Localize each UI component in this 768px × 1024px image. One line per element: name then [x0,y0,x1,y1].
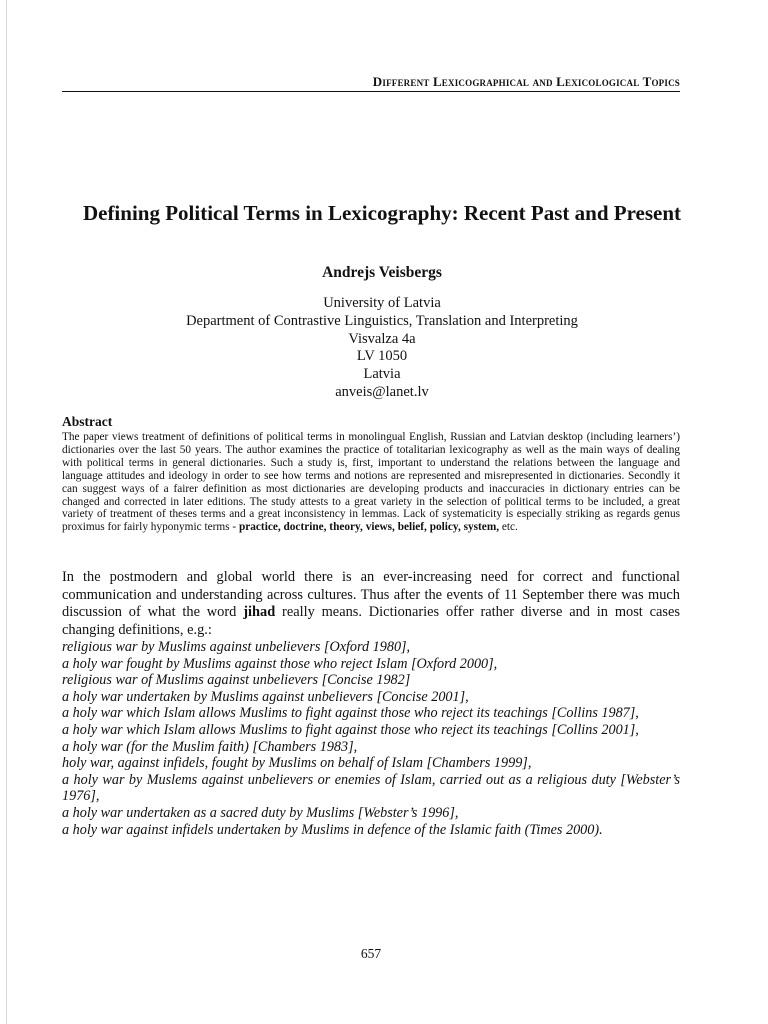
author-name: Andrejs Veisbergs [322,264,442,281]
definition-example: a holy war against infidels undertaken by Muslims in defence of the Islamic faith (Times 2000). [62,821,603,838]
author-affiliation [62,295,702,402]
intro-before: In the postmodern and global world there is an ever-increasing need for correct and functional communication and understanding across cultures. Thus after the events of 11 September there was much discussion of what the word [62,569,680,621]
definition-example: a holy war (for the Muslim faith) [Chambers 1983], [62,738,358,755]
running-head: Different Lexicographical and Lexicological Topics [372,74,680,89]
definition-example: a holy war by Muslems against unbelievers or enemies of Islam, carried out as a religious duty [Webster’s 1976], [62,771,680,805]
abstract-tail: etc. [501,521,518,534]
definition-example: a holy war which Islam allows Muslims to fight against those who reject its teachings [Collins 1987], [62,705,639,722]
author-email: anveis@lanet.lv [335,383,429,400]
abstract-text [62,431,680,534]
affiliation-postcode: LV 1050 [356,348,408,365]
intro-after: really means. Dictionaries offer rather diverse and in most cases changing definitions, e.g.: [62,604,680,638]
definition-examples [62,639,680,838]
affiliation-department: Department of Contrastive Linguistics, Translation and Interpreting [186,312,578,329]
intro-paragraph [62,569,680,639]
definition-example: a holy war fought by Muslims against those who reject Islam [Oxford 2000], [62,655,498,672]
definition-example: a holy war which Islam allows Muslims to fight against those who reject its teachings [Collins 2001], [62,721,639,738]
affiliation-street: Visvalza 4a [348,330,416,347]
definition-example: a holy war undertaken as a sacred duty by Muslims [Webster’s 1996], [62,804,459,821]
affiliation-university: University of Latvia [323,295,441,311]
abstract-main: The paper views treatment of definitions of political terms in monolingual English, Russian and Latvian desktop (including learners’) dictionaries over the last 50 years. The author examines the practice of totalitarian lexicography as well as the main ways of dealing with political terms in general dictionaries. Such a study is, first, important to understand the relations between the language and language attitudes and ideology in order to see how terms and notions are represented and misrepresented in dictionaries. Secondly it can suggest ways of a fairer definition as most dictionaries are developing products and inaccuracies in dictionary entries can be changed and corrected in later editions. The study attests to a great variety in the selection of political terms to be included, a great variety of treatment of theses terms and a great inconsistency in lemmas. Lack of systematicity is especially striking as regards genus proximus for fairly hyponymic terms - [62,431,680,534]
header-rule [62,91,680,92]
intro-keyword: jihad [243,604,276,621]
scan-edge-line [6,0,7,1024]
paper-title: Defining Political Terms in Lexicography: Recent Past and Present [82,201,682,225]
abstract-heading: Abstract [62,414,113,429]
page-number: 657 [360,946,382,961]
definition-example: a holy war undertaken by Muslims against unbelievers [Concise 2001], [62,688,469,705]
affiliation-country: Latvia [363,366,401,383]
definition-example: religious war of Muslims against unbelievers [Concise 1982] [62,672,411,689]
definition-example: religious war by Muslims against unbelievers [Oxford 1980], [62,639,411,655]
abstract-keywords: practice, doctrine, theory, views, belief, policy, system, [238,521,500,534]
definition-example: holy war, against infidels, fought by Muslims on behalf of Islam [Chambers 1999], [62,755,532,772]
